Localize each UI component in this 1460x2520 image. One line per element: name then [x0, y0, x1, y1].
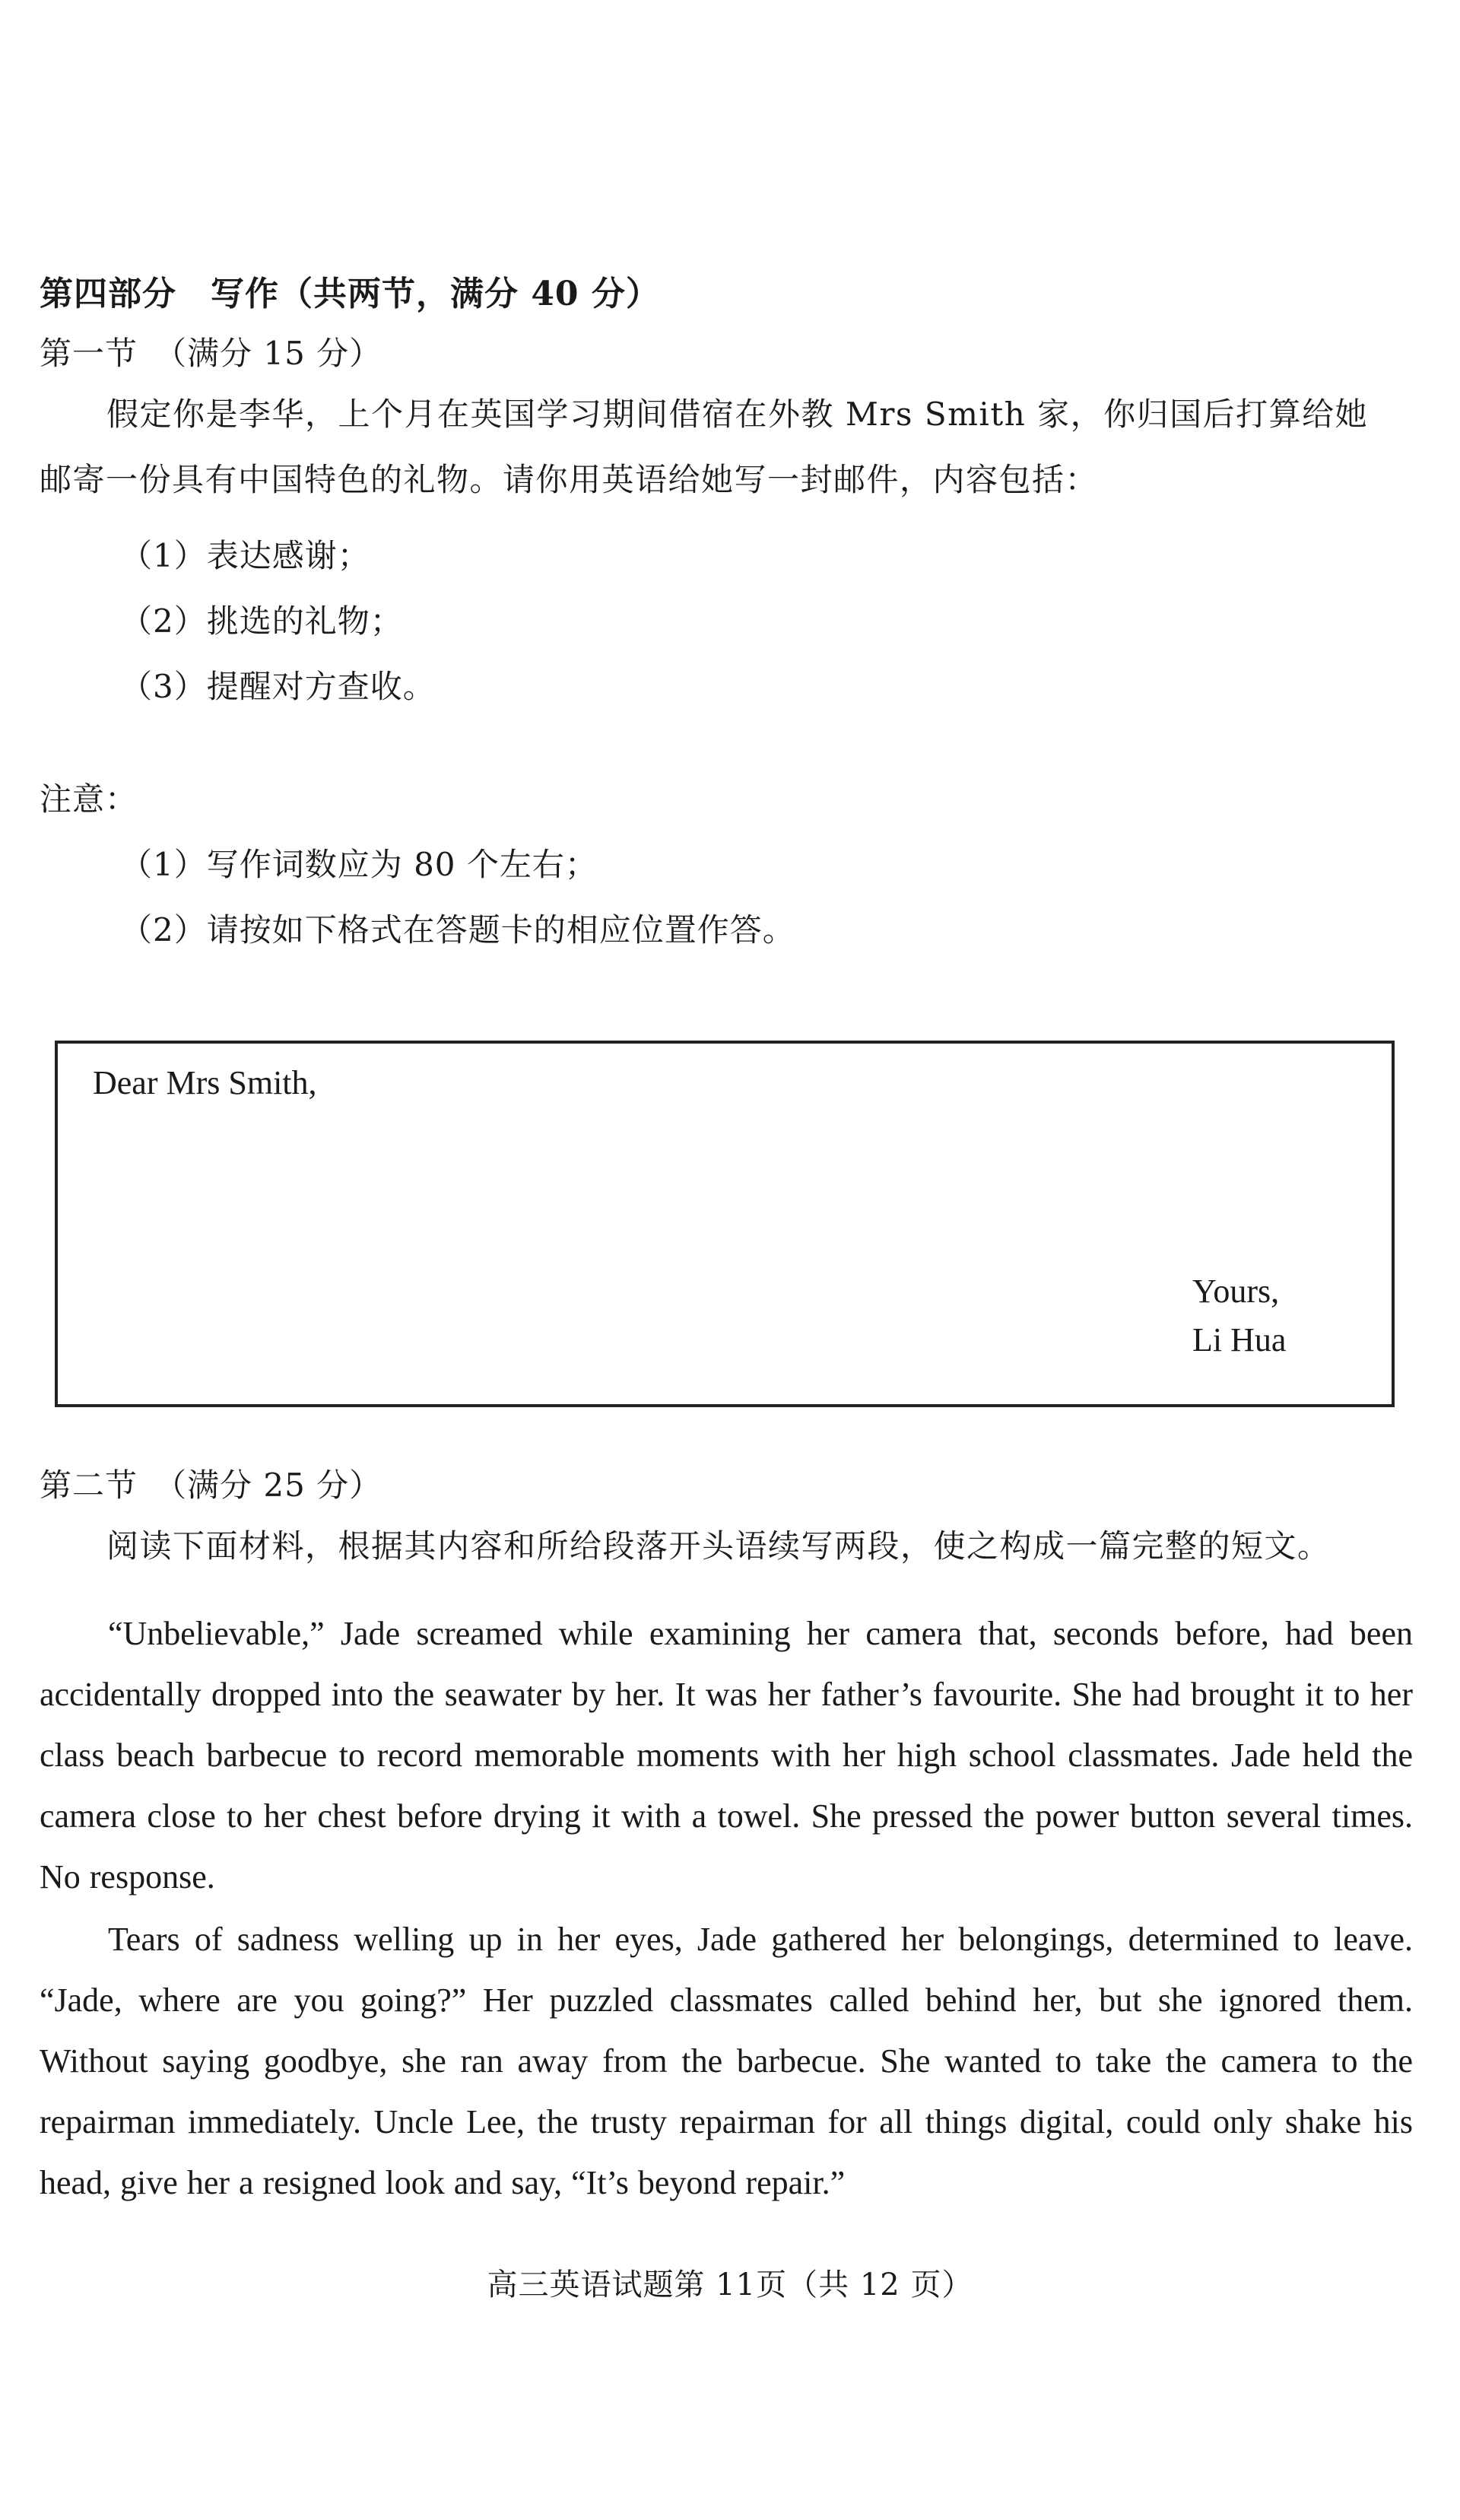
- story-paragraph-2: Tears of sadness welling up in her eyes, Jade gathered her belongings, determined to leave. “Jade, where are you going?” Her puzzled classmates called behind her, but she ignored them. Without saying goodbye, she ran away from the barbecue. She wanted to take the camera to the repairman immediately. Uncle Lee, the trusty repairman for all things digital, could only shake his head, give her a resigned look and say, “It’s beyond repair.”: [40, 1921, 1413, 2201]
- content-item-2: （2）挑选的礼物；: [120, 602, 403, 640]
- part-title: 第四部分 写作（共两节，满分 40 分）: [40, 275, 660, 313]
- note-item-1: （1）写作词数应为 80 个左右；: [120, 846, 598, 883]
- page-footer: 高三英语试题第 11页（共 12 页）: [487, 2267, 973, 2302]
- content-item-3: （3）提醒对方查收。: [120, 668, 436, 705]
- section-2-title: 第二节 （满分 25 分）: [40, 1467, 382, 1504]
- letter-greeting: Dear Mrs Smith,: [93, 1064, 317, 1101]
- section-2-instruction: 阅读下面材料，根据其内容和所给段落开头语续写两段，使之构成一篇完整的短文。: [106, 1527, 1331, 1565]
- letter-format-box: [55, 1041, 1395, 1407]
- section-1-prompt-line-1: 假定你是李华，上个月在英国学习期间借宿在外教 Mrs Smith 家，你归国后打算给她: [106, 396, 1369, 433]
- section-1-title: 第一节 （满分 15 分）: [40, 335, 382, 372]
- letter-signature: Li Hua: [1192, 1321, 1287, 1359]
- content-item-1: （1）表达感谢；: [120, 537, 370, 574]
- note-item-2: （2）请按如下格式在答题卡的相应位置作答。: [120, 911, 795, 949]
- notes-label: 注意：: [40, 780, 138, 818]
- section-1-prompt-line-2: 邮寄一份具有中国特色的礼物。请你用英语给她写一封邮件，内容包括：: [40, 461, 1099, 498]
- letter-closing: Yours,: [1192, 1273, 1280, 1310]
- story-paragraph-1: “Unbelievable,” Jade screamed while examining her camera that, seconds before, had been accidentally dropped into the seawater by her. It was her father’s favourite. She had brought it to her class beach barbecue to record memorable moments with her high school classmates. Jade held the camera close to her chest before drying it with a towel. She pressed the power button several times. No response.: [40, 1615, 1413, 1896]
